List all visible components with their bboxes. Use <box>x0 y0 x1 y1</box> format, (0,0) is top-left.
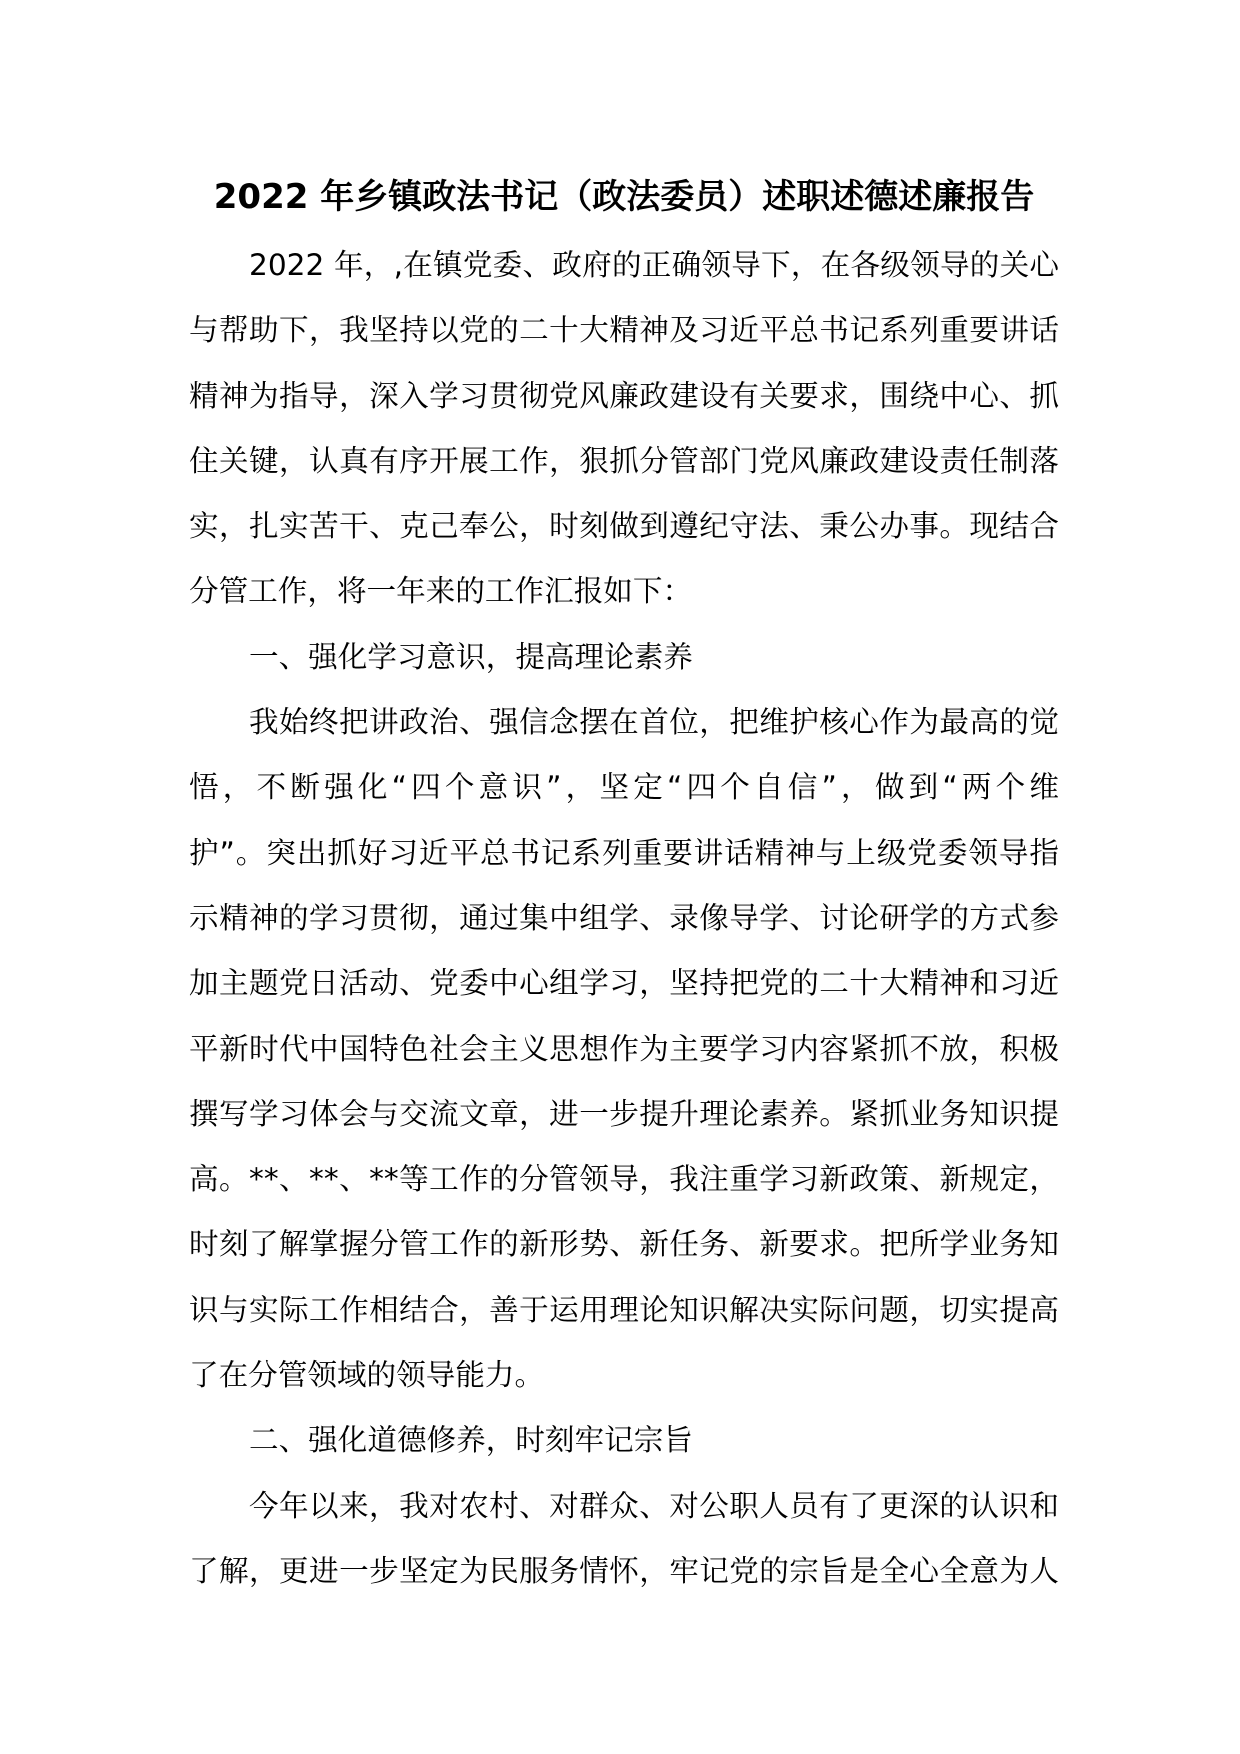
paragraph-line: 精神为指导，深入学习贯彻党风廉政建设有关要求，围绕中心、抓 <box>189 378 1059 413</box>
paragraph-ethics <box>189 1474 1059 1605</box>
paragraph-line: 我始终把讲政治、强信念摆在首位，把维护核心作为最高的觉 <box>249 705 1059 740</box>
paragraph-line: 护”。突出抓好习近平总书记系列重要讲话精神与上级党委领导指 <box>189 835 1059 870</box>
document-title: 2022 年乡镇政法书记（政法委员）述职述德述廉报告 <box>213 177 1035 217</box>
paragraph-line: 时刻了解掌握分管工作的新形势、新任务、新要求。把所学业务知 <box>189 1227 1059 1262</box>
paragraph-line: 了在分管领域的领导能力。 <box>189 1358 545 1393</box>
paragraph-line: 住关键，认真有序开展工作，狠抓分管部门党风廉政建设责任制落 <box>189 443 1059 478</box>
section-heading-2 <box>189 1408 1059 1473</box>
paragraph-line: 撰写学习体会与交流文章，进一步提升理论素养。紧抓业务知识提 <box>189 1096 1059 1131</box>
document-body <box>189 163 1059 1604</box>
paragraph-line: 了解，更进一步坚定为民服务情怀，牢记党的宗旨是全心全意为人 <box>189 1553 1059 1588</box>
paragraph-line: 实，扎实苦干、克己奉公，时刻做到遵纪守法、秉公办事。现结合 <box>189 509 1059 544</box>
paragraph-line: 高。**、**、**等工作的分管领导，我注重学习新政策、新规定， <box>189 1162 1059 1197</box>
paragraph-line: 与帮助下，我坚持以党的二十大精神及习近平总书记系列重要讲话 <box>189 313 1059 348</box>
paragraph-line: 平新时代中国特色社会主义思想作为主要学习内容紧抓不放，积极 <box>189 1031 1059 1066</box>
paragraph-line: 加主题党日活动、党委中心组学习，坚持把党的二十大精神和习近 <box>189 966 1059 1001</box>
section-heading: 一、强化学习意识，提高理论素养 <box>249 639 693 674</box>
paragraph-intro <box>189 233 1059 625</box>
paragraph-line: 识与实际工作相结合，善于运用理论知识解决实际问题，切实提高 <box>189 1292 1059 1327</box>
section-heading: 二、强化道德修养，时刻牢记宗旨 <box>249 1423 693 1458</box>
paragraph-line: 悟，不断强化“四个意识”，坚定“四个自信”，做到“两个维 <box>189 770 1059 805</box>
paragraph-line: 2022 年，,在镇党委、政府的正确领导下，在各级领导的关心 <box>249 248 1059 282</box>
paragraph-line: 示精神的学习贯彻，通过集中组学、录像导学、讨论研学的方式参 <box>189 900 1059 935</box>
paragraph-line: 分管工作，将一年来的工作汇报如下： <box>189 574 693 609</box>
section-heading-1 <box>189 625 1059 690</box>
paragraph-line: 今年以来，我对农村、对群众、对公职人员有了更深的认识和 <box>249 1488 1059 1523</box>
paragraph-study <box>189 690 1059 1408</box>
